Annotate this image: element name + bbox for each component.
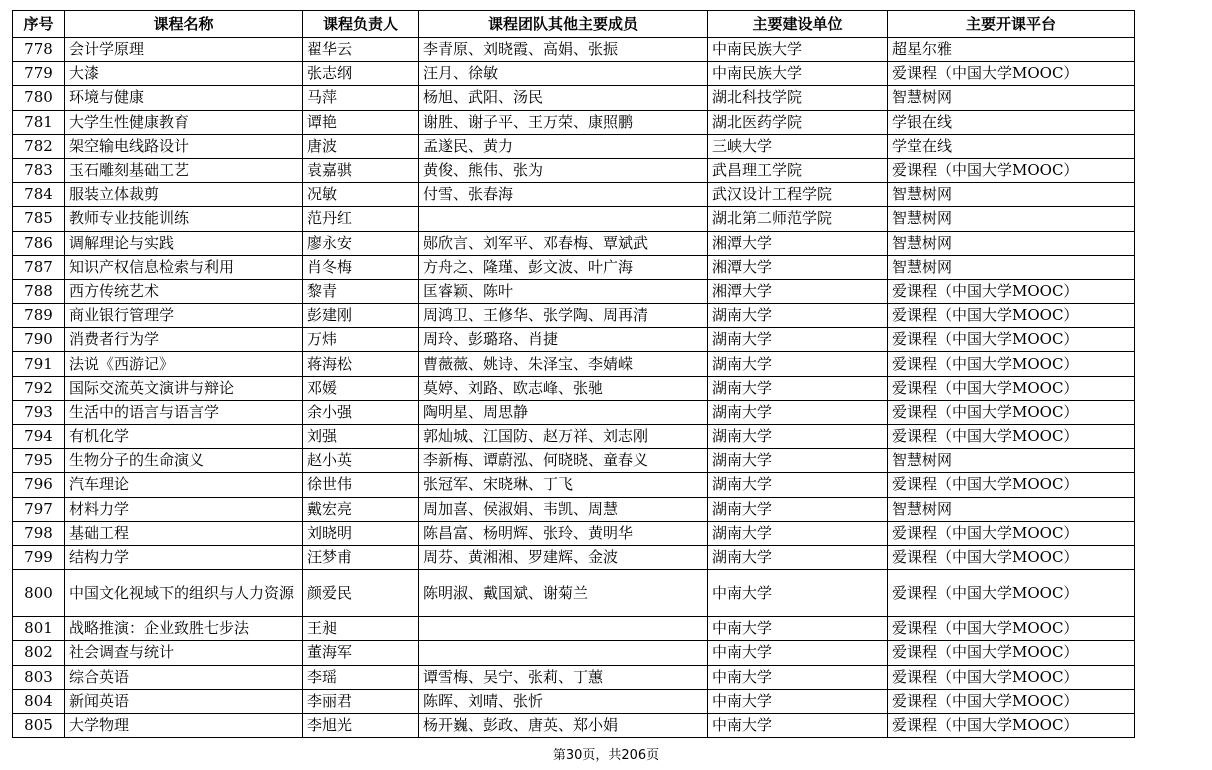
cell-platform: 爱课程（中国大学MOOC）	[888, 328, 1135, 352]
cell-course-lead: 翟华云	[303, 38, 419, 62]
cell-course-lead: 徐世伟	[303, 473, 419, 497]
table-row	[13, 304, 1135, 328]
header-team-members: 课程团队其他主要成员	[419, 11, 708, 38]
cell-team-members	[419, 617, 708, 641]
cell-course-lead: 邓媛	[303, 376, 419, 400]
table-row	[13, 545, 1135, 569]
table-row	[13, 183, 1135, 207]
table-row	[13, 400, 1135, 424]
cell-course-lead: 马萍	[303, 86, 419, 110]
cell-index: 799	[13, 545, 65, 569]
cell-team-members: 郭灿城、江国防、赵万祥、刘志刚	[419, 425, 708, 449]
cell-team-members: 汪月、徐敏	[419, 62, 708, 86]
table-header-row	[13, 11, 1135, 38]
cell-platform: 学堂在线	[888, 134, 1135, 158]
cell-platform: 爱课程（中国大学MOOC）	[888, 158, 1135, 182]
cell-index: 795	[13, 449, 65, 473]
cell-index: 797	[13, 497, 65, 521]
cell-institution: 中南大学	[708, 713, 888, 737]
cell-index: 803	[13, 665, 65, 689]
cell-institution: 湖南大学	[708, 304, 888, 328]
cell-course-lead: 李旭光	[303, 713, 419, 737]
cell-institution: 武昌理工学院	[708, 158, 888, 182]
cell-index: 789	[13, 304, 65, 328]
cell-institution: 湖北第二师范学院	[708, 207, 888, 231]
cell-course-name: 汽车理论	[65, 473, 303, 497]
cell-team-members: 李新梅、谭蔚泓、何晓晓、童春义	[419, 449, 708, 473]
cell-course-name: 综合英语	[65, 665, 303, 689]
cell-platform: 超星尔雅	[888, 38, 1135, 62]
cell-index: 786	[13, 231, 65, 255]
cell-platform: 爱课程（中国大学MOOC）	[888, 521, 1135, 545]
cell-team-members	[419, 641, 708, 665]
cell-platform: 爱课程（中国大学MOOC）	[888, 62, 1135, 86]
cell-course-name: 生物分子的生命演义	[65, 449, 303, 473]
cell-institution: 中南大学	[708, 570, 888, 617]
cell-index: 801	[13, 617, 65, 641]
table-row	[13, 617, 1135, 641]
cell-team-members: 李青原、刘晓霞、高娟、张振	[419, 38, 708, 62]
cell-platform: 爱课程（中国大学MOOC）	[888, 279, 1135, 303]
header-index: 序号	[13, 11, 65, 38]
cell-course-lead: 彭建刚	[303, 304, 419, 328]
cell-index: 790	[13, 328, 65, 352]
cell-index: 788	[13, 279, 65, 303]
cell-platform: 爱课程（中国大学MOOC）	[888, 304, 1135, 328]
cell-team-members: 杨旭、武阳、汤民	[419, 86, 708, 110]
table-row	[13, 255, 1135, 279]
header-platform: 主要开课平台	[888, 11, 1135, 38]
table-row	[13, 62, 1135, 86]
cell-course-name: 大学物理	[65, 713, 303, 737]
cell-course-name: 中国文化视域下的组织与人力资源	[65, 570, 303, 617]
cell-course-lead: 肖冬梅	[303, 255, 419, 279]
cell-course-name: 会计学原理	[65, 38, 303, 62]
cell-platform: 爱课程（中国大学MOOC）	[888, 352, 1135, 376]
cell-course-lead: 刘晓明	[303, 521, 419, 545]
cell-course-lead: 蒋海松	[303, 352, 419, 376]
cell-platform: 爱课程（中国大学MOOC）	[888, 641, 1135, 665]
cell-platform: 爱课程（中国大学MOOC）	[888, 425, 1135, 449]
cell-index: 787	[13, 255, 65, 279]
cell-index: 780	[13, 86, 65, 110]
cell-platform: 爱课程（中国大学MOOC）	[888, 689, 1135, 713]
cell-institution: 湘潭大学	[708, 255, 888, 279]
table-row	[13, 134, 1135, 158]
cell-course-name: 生活中的语言与语言学	[65, 400, 303, 424]
cell-team-members: 周玲、彭璐珞、肖捷	[419, 328, 708, 352]
table-body	[13, 38, 1135, 738]
cell-institution: 中南大学	[708, 665, 888, 689]
cell-index: 779	[13, 62, 65, 86]
cell-index: 796	[13, 473, 65, 497]
cell-course-lead: 董海军	[303, 641, 419, 665]
cell-index: 785	[13, 207, 65, 231]
cell-course-lead: 唐波	[303, 134, 419, 158]
cell-course-lead: 戴宏亮	[303, 497, 419, 521]
cell-institution: 湖南大学	[708, 473, 888, 497]
cell-team-members: 曹薇薇、姚诗、朱泽宝、李婧嵘	[419, 352, 708, 376]
cell-course-name: 有机化学	[65, 425, 303, 449]
cell-course-lead: 汪梦甫	[303, 545, 419, 569]
cell-index: 778	[13, 38, 65, 62]
cell-index: 782	[13, 134, 65, 158]
cell-index: 802	[13, 641, 65, 665]
cell-index: 784	[13, 183, 65, 207]
cell-course-lead: 廖永安	[303, 231, 419, 255]
cell-course-name: 大漆	[65, 62, 303, 86]
cell-institution: 湖北科技学院	[708, 86, 888, 110]
cell-course-name: 调解理论与实践	[65, 231, 303, 255]
cell-course-lead: 赵小英	[303, 449, 419, 473]
table-row	[13, 641, 1135, 665]
cell-institution: 中南大学	[708, 617, 888, 641]
cell-institution: 湖北医药学院	[708, 110, 888, 134]
cell-course-name: 玉石雕刻基础工艺	[65, 158, 303, 182]
table-row	[13, 425, 1135, 449]
cell-team-members: 陈明淑、戴国斌、谢菊兰	[419, 570, 708, 617]
cell-platform: 爱课程（中国大学MOOC）	[888, 665, 1135, 689]
cell-platform: 学银在线	[888, 110, 1135, 134]
table-row	[13, 86, 1135, 110]
cell-platform: 爱课程（中国大学MOOC）	[888, 376, 1135, 400]
cell-index: 783	[13, 158, 65, 182]
cell-course-lead: 况敏	[303, 183, 419, 207]
cell-course-name: 国际交流英文演讲与辩论	[65, 376, 303, 400]
cell-platform: 智慧树网	[888, 255, 1135, 279]
cell-institution: 中南民族大学	[708, 38, 888, 62]
cell-platform: 爱课程（中国大学MOOC）	[888, 713, 1135, 737]
cell-course-name: 消费者行为学	[65, 328, 303, 352]
cell-course-name: 法说《西游记》	[65, 352, 303, 376]
cell-team-members: 周芬、黄湘湘、罗建辉、金波	[419, 545, 708, 569]
cell-team-members	[419, 207, 708, 231]
cell-institution: 湘潭大学	[708, 279, 888, 303]
cell-institution: 湖南大学	[708, 449, 888, 473]
cell-course-lead: 刘强	[303, 425, 419, 449]
cell-platform: 爱课程（中国大学MOOC）	[888, 545, 1135, 569]
cell-index: 792	[13, 376, 65, 400]
cell-course-name: 商业银行管理学	[65, 304, 303, 328]
cell-course-name: 结构力学	[65, 545, 303, 569]
table-row	[13, 207, 1135, 231]
cell-course-name: 知识产权信息检索与利用	[65, 255, 303, 279]
cell-course-name: 西方传统艺术	[65, 279, 303, 303]
table-row	[13, 328, 1135, 352]
table-row	[13, 352, 1135, 376]
cell-course-name: 架空输电线路设计	[65, 134, 303, 158]
cell-team-members: 谭雪梅、吴宁、张莉、丁蕙	[419, 665, 708, 689]
cell-team-members: 郧欣言、刘军平、邓春梅、覃斌武	[419, 231, 708, 255]
cell-team-members: 杨开巍、彭政、唐英、郑小娟	[419, 713, 708, 737]
cell-course-lead: 李瑶	[303, 665, 419, 689]
cell-institution: 湖南大学	[708, 497, 888, 521]
cell-team-members: 张冠军、宋晓琳、丁飞	[419, 473, 708, 497]
table-row	[13, 665, 1135, 689]
table-row	[13, 713, 1135, 737]
cell-platform: 智慧树网	[888, 183, 1135, 207]
header-institution: 主要建设单位	[708, 11, 888, 38]
cell-team-members: 陶明星、周思静	[419, 400, 708, 424]
cell-institution: 湘潭大学	[708, 231, 888, 255]
table-row	[13, 231, 1135, 255]
cell-team-members: 匡睿颖、陈叶	[419, 279, 708, 303]
cell-team-members: 陈昌富、杨明辉、张玲、黄明华	[419, 521, 708, 545]
cell-course-name: 大学生性健康教育	[65, 110, 303, 134]
cell-course-name: 材料力学	[65, 497, 303, 521]
table-row	[13, 473, 1135, 497]
cell-course-name: 基础工程	[65, 521, 303, 545]
table-row	[13, 497, 1135, 521]
page-footer: 第30页，共206页	[552, 748, 660, 763]
cell-team-members: 莫婷、刘路、欧志峰、张驰	[419, 376, 708, 400]
cell-course-lead: 万炜	[303, 328, 419, 352]
cell-team-members: 黄俊、熊伟、张为	[419, 158, 708, 182]
cell-team-members: 付雪、张春海	[419, 183, 708, 207]
cell-institution: 湖南大学	[708, 521, 888, 545]
cell-platform: 爱课程（中国大学MOOC）	[888, 473, 1135, 497]
cell-course-lead: 袁嘉骐	[303, 158, 419, 182]
cell-course-lead: 范丹红	[303, 207, 419, 231]
table-row	[13, 38, 1135, 62]
cell-institution: 湖南大学	[708, 352, 888, 376]
cell-institution: 三峡大学	[708, 134, 888, 158]
table-row	[13, 110, 1135, 134]
cell-platform: 爱课程（中国大学MOOC）	[888, 617, 1135, 641]
header-course-lead: 课程负责人	[303, 11, 419, 38]
table-row	[13, 449, 1135, 473]
cell-institution: 中南民族大学	[708, 62, 888, 86]
cell-institution: 湖南大学	[708, 545, 888, 569]
table-row	[13, 279, 1135, 303]
cell-institution: 湖南大学	[708, 400, 888, 424]
cell-course-name: 服装立体裁剪	[65, 183, 303, 207]
cell-platform: 智慧树网	[888, 497, 1135, 521]
table-row	[13, 376, 1135, 400]
cell-team-members: 周鸿卫、王修华、张学陶、周再清	[419, 304, 708, 328]
cell-platform: 智慧树网	[888, 86, 1135, 110]
cell-course-lead: 颜爱民	[303, 570, 419, 617]
header-course-name: 课程名称	[65, 11, 303, 38]
cell-course-name: 环境与健康	[65, 86, 303, 110]
cell-institution: 湖南大学	[708, 376, 888, 400]
table-row	[13, 570, 1135, 617]
cell-index: 804	[13, 689, 65, 713]
cell-course-lead: 张志纲	[303, 62, 419, 86]
cell-course-name: 新闻英语	[65, 689, 303, 713]
table-row	[13, 158, 1135, 182]
cell-course-lead: 谭艳	[303, 110, 419, 134]
cell-institution: 湖南大学	[708, 425, 888, 449]
cell-institution: 中南大学	[708, 689, 888, 713]
cell-index: 793	[13, 400, 65, 424]
table-row	[13, 521, 1135, 545]
cell-institution: 湖南大学	[708, 328, 888, 352]
cell-team-members: 方舟之、隆瑾、彭文波、叶广海	[419, 255, 708, 279]
cell-team-members: 周加喜、侯淑娟、韦凯、周慧	[419, 497, 708, 521]
cell-institution: 中南大学	[708, 641, 888, 665]
cell-index: 805	[13, 713, 65, 737]
cell-course-name: 战略推演：企业致胜七步法	[65, 617, 303, 641]
cell-course-lead: 黎青	[303, 279, 419, 303]
cell-course-name: 教师专业技能训练	[65, 207, 303, 231]
table-row	[13, 689, 1135, 713]
cell-platform: 智慧树网	[888, 231, 1135, 255]
cell-platform: 爱课程（中国大学MOOC）	[888, 570, 1135, 617]
cell-index: 791	[13, 352, 65, 376]
cell-platform: 爱课程（中国大学MOOC）	[888, 400, 1135, 424]
cell-institution: 武汉设计工程学院	[708, 183, 888, 207]
cell-team-members: 谢胜、谢子平、王万荣、康照鹏	[419, 110, 708, 134]
course-table	[12, 10, 1135, 738]
cell-course-name: 社会调查与统计	[65, 641, 303, 665]
cell-course-lead: 余小强	[303, 400, 419, 424]
cell-index: 800	[13, 570, 65, 617]
cell-index: 798	[13, 521, 65, 545]
cell-team-members: 陈晖、刘晴、张忻	[419, 689, 708, 713]
cell-platform: 智慧树网	[888, 449, 1135, 473]
cell-team-members: 孟遂民、黄力	[419, 134, 708, 158]
cell-index: 794	[13, 425, 65, 449]
cell-course-lead: 王昶	[303, 617, 419, 641]
cell-platform: 智慧树网	[888, 207, 1135, 231]
cell-index: 781	[13, 110, 65, 134]
cell-course-lead: 李丽君	[303, 689, 419, 713]
